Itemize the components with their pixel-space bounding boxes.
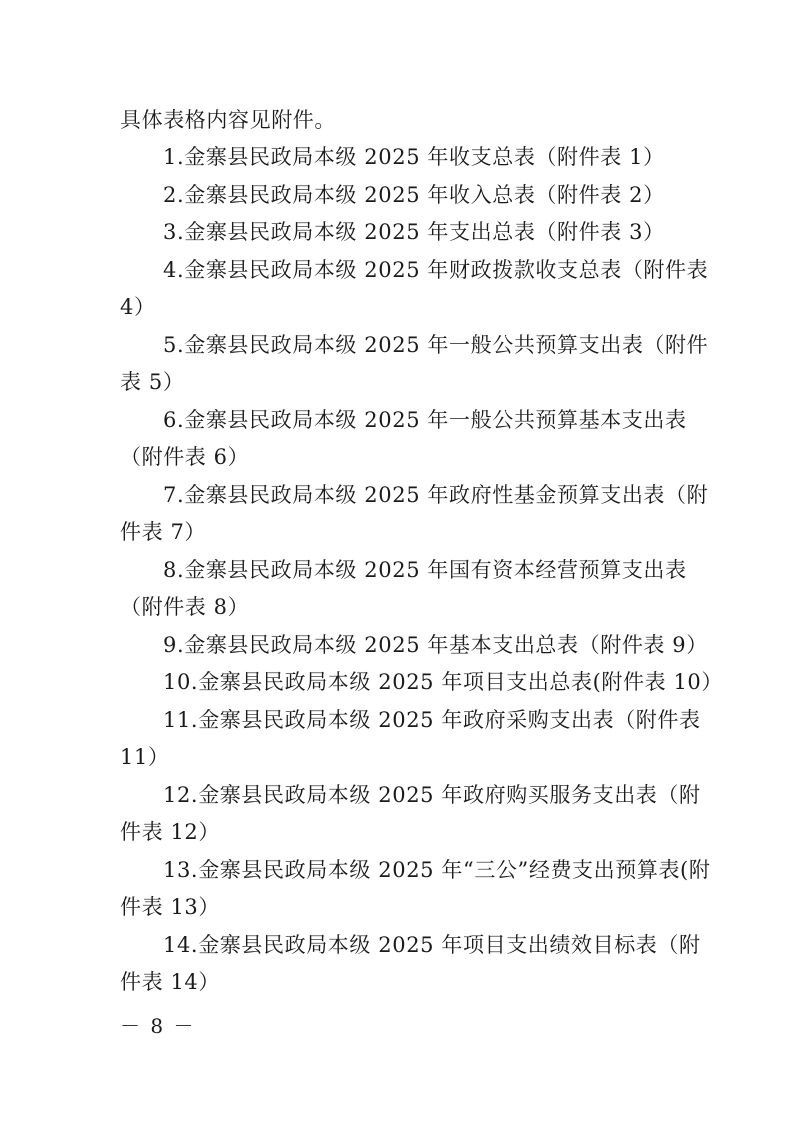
attachment-item-continuation: 件表 12） [120,820,220,844]
attachment-item-continuation: 11） [120,745,170,769]
attachment-item: 3.金寨县民政局本级 2025 年支出总表（附件表 3） [163,220,665,244]
attachment-item: 9.金寨县民政局本级 2025 年基本支出总表（附件表 9） [163,633,708,657]
attachment-item-continuation: 件表 14） [120,970,220,994]
page-number: － 8 － [120,1014,196,1038]
attachment-item: 12.金寨县民政局本级 2025 年政府购买服务支出表（附 [163,783,701,807]
attachment-item: 2.金寨县民政局本级 2025 年收入总表（附件表 2） [163,183,665,207]
attachment-item-continuation: 4） [120,295,156,319]
attachment-item-continuation: 件表 7） [120,520,207,544]
attachment-item: 6.金寨县民政局本级 2025 年一般公共预算基本支出表 [163,408,687,432]
attachment-item: 4.金寨县民政局本级 2025 年财政拨款收支总表（附件表 [163,258,709,282]
attachment-item-continuation: （附件表 6） [120,445,250,469]
attachment-item-continuation: 表 5） [120,370,185,394]
attachment-item: 1.金寨县民政局本级 2025 年收支总表（附件表 1） [163,145,665,169]
attachment-item-continuation: 件表 13） [120,895,220,919]
attachment-item: 14.金寨县民政局本级 2025 年项目支出绩效目标表（附 [163,933,701,957]
attachment-item: 11.金寨县民政局本级 2025 年政府采购支出表（附件表 [163,708,701,732]
attachment-item: 5.金寨县民政局本级 2025 年一般公共预算支出表（附件 [163,333,709,357]
intro-text: 具体表格内容见附件。 [120,108,336,132]
attachment-item: 13.金寨县民政局本级 2025 年“三公”经费支出预算表(附 [163,858,711,882]
attachment-item: 7.金寨县民政局本级 2025 年政府性基金预算支出表（附 [163,483,709,507]
attachment-item: 10.金寨县民政局本级 2025 年项目支出总表(附件表 10） [163,670,723,694]
attachment-item: 8.金寨县民政局本级 2025 年国有资本经营预算支出表 [163,558,687,582]
attachment-item-continuation: （附件表 8） [120,595,250,619]
